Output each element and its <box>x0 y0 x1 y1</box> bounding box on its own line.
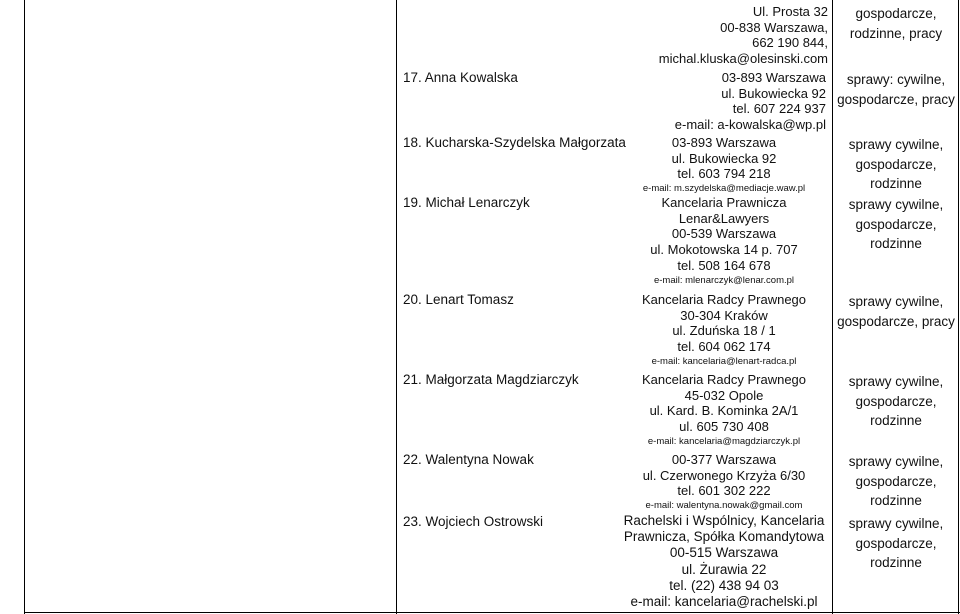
table-border-left <box>24 0 25 614</box>
address-line: e-mail: a-kowalska@wp.pl <box>674 117 826 133</box>
category-cell <box>836 135 956 194</box>
person-name: 20. Lenart Tomasz <box>403 292 514 307</box>
address-line: Kancelaria Prawnicza <box>661 195 787 210</box>
category-cell <box>836 195 956 254</box>
person-name: 19. Michał Lenarczyk <box>403 195 530 210</box>
category-line: sprawy cywilne, <box>848 137 944 152</box>
address-line: tel. (22) 438 94 03 <box>669 577 779 593</box>
address-line: Rachelski i Wspólnicy, Kancelaria <box>623 513 825 528</box>
address-line: 03-893 Warszawa <box>721 70 826 85</box>
category-line: gospodarcze, <box>855 6 937 21</box>
address-line: ul. Czerwonego Krzyża 6/30 <box>642 467 806 483</box>
address-line: 00-539 Warszawa <box>671 226 777 242</box>
address-cell <box>620 372 828 449</box>
category-cell <box>836 372 956 431</box>
address-line: ul. 605 730 408 <box>679 419 769 435</box>
category-line: rodzinne <box>870 555 922 570</box>
category-cell <box>836 452 956 511</box>
address-line: michal.kluska@olesinski.com <box>658 51 828 67</box>
address-line: tel. 603 794 218 <box>677 166 771 182</box>
person-name: 23. Wojciech Ostrowski <box>403 514 544 529</box>
category-line: gospodarcze, <box>855 473 937 489</box>
address-line: Lenar&Lawyers <box>678 210 770 226</box>
person-name: 17. Anna Kowalska <box>403 70 518 85</box>
address-cell <box>620 135 828 196</box>
person-name: 21. Małgorzata Magdziarczyk <box>403 372 579 387</box>
table-column-divider <box>396 0 397 614</box>
email-line: e-mail: kancelaria@magdziarczyk.pl <box>647 435 801 447</box>
category-line: gospodarcze, <box>855 156 937 172</box>
address-cell <box>620 195 828 288</box>
address-line: ul. Mokotowska 14 p. 707 <box>650 242 798 258</box>
person-name: 22. Walentyna Nowak <box>403 452 534 467</box>
address-line: 662 190 844, <box>752 35 828 51</box>
address-line: ul. Kard. B. Kominka 2A/1 <box>649 403 799 419</box>
address-line: Kancelaria Radcy Prawnego <box>641 292 807 307</box>
address-line: ul. Bukowiecka 92 <box>721 85 826 101</box>
table-border-bottom <box>24 612 960 613</box>
address-line: tel. 607 224 937 <box>732 101 826 117</box>
table-column-divider <box>832 0 833 614</box>
address-line: Prawnicza, Spółka Komandytowa <box>623 529 825 545</box>
address-line: 03-893 Warszawa <box>671 135 777 150</box>
category-line: rodzinne <box>870 236 922 251</box>
email-line: e-mail: kancelaria@rachelski.pl <box>630 594 818 610</box>
address-line: tel. 604 062 174 <box>677 339 771 355</box>
category-line: sprawy cywilne, <box>848 197 944 212</box>
email-line: e-mail: m.szydelska@mediacje.waw.pl <box>642 183 806 195</box>
address-line: ul. Zduńska 18 / 1 <box>672 323 776 339</box>
email-line: e-mail: mlenarczyk@lenar.com.pl <box>653 274 795 286</box>
address-cell <box>620 452 828 513</box>
category-line: rodzinne, pracy <box>849 25 943 41</box>
address-line: tel. 601 302 222 <box>677 483 771 499</box>
email-line: e-mail: walentyna.nowak@gmail.com <box>645 500 803 512</box>
category-line: gospodarcze, <box>855 535 937 551</box>
category-line: sprawy cywilne, <box>848 374 944 389</box>
category-cell <box>836 292 956 331</box>
category-line: rodzinne <box>870 413 922 428</box>
address-cell <box>620 292 828 369</box>
category-line: sprawy cywilne, <box>848 516 944 531</box>
address-line: ul. Bukowiecka 92 <box>671 150 777 166</box>
address-line: 45-032 Opole <box>684 387 764 403</box>
category-cell <box>836 4 956 43</box>
address-line: 00-377 Warszawa <box>671 452 777 467</box>
category-cell <box>836 70 956 109</box>
address-line: 00-838 Warszawa, <box>720 19 828 35</box>
address-cell <box>636 70 826 133</box>
address-line: Ul. Prosta 32 <box>752 4 828 19</box>
address-cell <box>638 4 828 67</box>
address-line: Kancelaria Radcy Prawnego <box>641 372 807 387</box>
address-line: 30-304 Kraków <box>680 307 768 323</box>
category-line: sprawy cywilne, <box>848 454 944 469</box>
category-line: rodzinne <box>870 176 922 191</box>
category-line: gospodarcze, pracy <box>837 313 955 329</box>
address-line: tel. 508 164 678 <box>677 257 771 273</box>
category-line: gospodarcze, <box>855 393 937 409</box>
category-line: sprawy: cywilne, <box>846 72 946 87</box>
category-line: sprawy cywilne, <box>848 294 944 309</box>
category-cell <box>836 514 956 573</box>
category-line: rodzinne <box>870 493 922 508</box>
table-border-right <box>958 0 959 614</box>
address-line: ul. Żurawia 22 <box>681 561 767 577</box>
category-line: gospodarcze, <box>855 216 937 232</box>
address-line: 00-515 Warszawa <box>669 545 779 561</box>
email-line: e-mail: kancelaria@lenart-radca.pl <box>651 355 797 367</box>
person-name: 18. Kucharska-Szydelska Małgorzata <box>403 135 626 150</box>
address-cell <box>620 513 828 610</box>
category-line: gospodarcze, pracy <box>837 91 955 107</box>
